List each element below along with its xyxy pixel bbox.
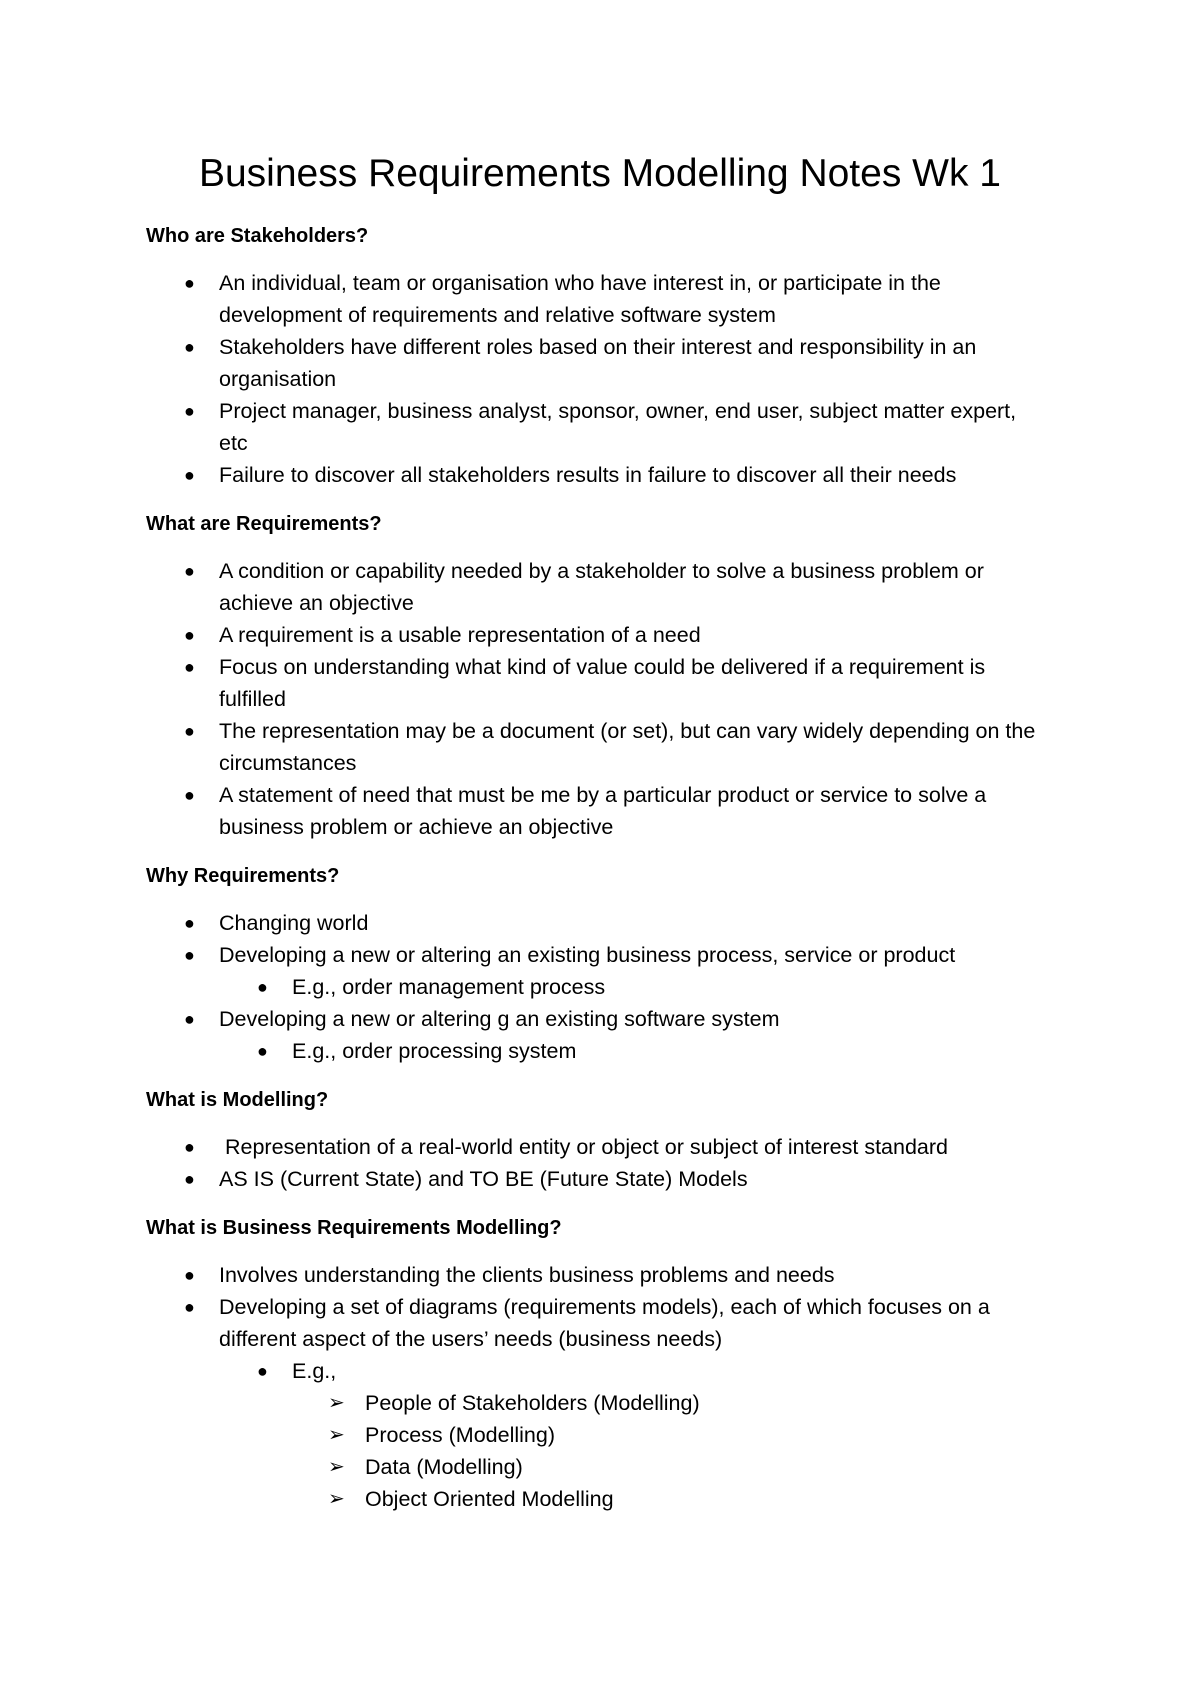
list-item-text: Object Oriented Modelling [365, 1487, 614, 1511]
bullet-icon: ● [257, 1041, 268, 1061]
bullet-icon: ● [184, 913, 195, 933]
arrow-bullet-icon: ➢ [328, 1456, 345, 1478]
bullet-icon: ● [184, 1265, 195, 1285]
list-item-text: Failure to discover all stakeholders results in failure to discover all their needs [219, 463, 957, 487]
brm-list [146, 1259, 1046, 1515]
modelling-list [146, 1131, 1046, 1195]
bullet-icon: ● [184, 1297, 195, 1317]
list-item-text: E.g., order management process [292, 975, 606, 999]
list-item [146, 619, 1046, 651]
list-item [146, 331, 1046, 395]
list-item-text: The representation may be a document (or set), but can vary widely depending on the circumstances [219, 719, 1036, 775]
sub-list-item [146, 971, 1046, 1003]
list-item-text: Focus on understanding what kind of value could be delivered if a requirement is fulfilled [219, 655, 986, 711]
requirements-list [146, 555, 1046, 843]
list-item-text: AS IS (Current State) and TO BE (Future State) Models [219, 1167, 748, 1191]
bullet-icon: ● [184, 465, 195, 485]
bullet-icon: ● [257, 1361, 268, 1381]
list-item-text: Changing world [219, 911, 369, 935]
bullet-icon: ● [184, 1009, 195, 1029]
list-item [146, 939, 1046, 971]
list-item-text: Stakeholders have different roles based on their interest and responsibility in an organisation [219, 335, 977, 391]
document-body [146, 222, 1046, 1534]
bullet-icon: ● [184, 721, 195, 741]
arrow-list-item [146, 1483, 1046, 1515]
section-heading-brm: What is Business Requirements Modelling? [146, 1217, 562, 1239]
arrow-list-item [146, 1451, 1046, 1483]
sub-list-item [146, 1355, 1046, 1387]
bullet-icon: ● [184, 401, 195, 421]
list-item-text: Process (Modelling) [365, 1423, 555, 1447]
bullet-icon: ● [184, 625, 195, 645]
list-item-text: Involves understanding the clients business problems and needs [219, 1263, 835, 1287]
list-item-text: Developing a new or altering an existing business process, service or product [219, 943, 956, 967]
why-requirements-list [146, 907, 1046, 1067]
section-heading-requirements: What are Requirements? [146, 513, 382, 535]
section-heading-why-requirements: Why Requirements? [146, 865, 340, 887]
list-item [146, 1291, 1046, 1355]
stakeholders-list [146, 267, 1046, 491]
list-item [146, 1259, 1046, 1291]
list-item [146, 651, 1046, 715]
bullet-icon: ● [184, 273, 195, 293]
list-item [146, 395, 1046, 459]
list-item [146, 1003, 1046, 1035]
section-heading-modelling: What is Modelling? [146, 1089, 329, 1111]
list-item [146, 907, 1046, 939]
list-item-text: Data (Modelling) [365, 1455, 523, 1479]
bullet-icon: ● [184, 1169, 195, 1189]
section-heading-stakeholders: Who are Stakeholders? [146, 225, 369, 247]
list-item-text: Project manager, business analyst, sponsor, owner, end user, subject matter expert, etc [219, 399, 1017, 455]
list-item [146, 459, 1046, 491]
arrow-list-item [146, 1419, 1046, 1451]
list-item-text: A requirement is a usable representation of a need [219, 623, 701, 647]
list-item [146, 267, 1046, 331]
list-item-text: People of Stakeholders (Modelling) [365, 1391, 700, 1415]
sub-list-item [146, 1035, 1046, 1067]
list-item [146, 555, 1046, 619]
arrow-bullet-icon: ➢ [328, 1488, 345, 1510]
list-item [146, 779, 1046, 843]
list-item [146, 715, 1046, 779]
list-item-text: An individual, team or organisation who have interest in, or participate in the development of requirements and relative software system [219, 271, 941, 327]
list-item-text: Representation of a real-world entity or object or subject of interest standard [219, 1135, 948, 1159]
arrow-bullet-icon: ➢ [328, 1392, 345, 1414]
list-item-text: E.g., [292, 1359, 337, 1383]
bullet-icon: ● [184, 657, 195, 677]
list-item [146, 1163, 1046, 1195]
bullet-icon: ● [257, 977, 268, 997]
arrow-bullet-icon: ➢ [328, 1424, 345, 1446]
bullet-icon: ● [184, 945, 195, 965]
bullet-icon: ● [184, 561, 195, 581]
list-item-text: A condition or capability needed by a stakeholder to solve a business problem or achieve an objective [219, 559, 984, 615]
list-item-text: A statement of need that must be me by a particular product or service to solve a business problem or achieve an objective [219, 783, 987, 839]
list-item [146, 1131, 1046, 1163]
bullet-icon: ● [184, 1137, 195, 1157]
arrow-list-item [146, 1387, 1046, 1419]
bullet-icon: ● [184, 785, 195, 805]
bullet-icon: ● [184, 337, 195, 357]
list-item-text: Developing a new or altering g an existing software system [219, 1007, 780, 1031]
page-title: Business Requirements Modelling Notes Wk 1 [198, 152, 1001, 195]
list-item-text: Developing a set of diagrams (requirements models), each of which focuses on a different aspect of the users’ needs (business needs) [219, 1295, 990, 1351]
list-item-text: E.g., order processing system [292, 1039, 577, 1063]
